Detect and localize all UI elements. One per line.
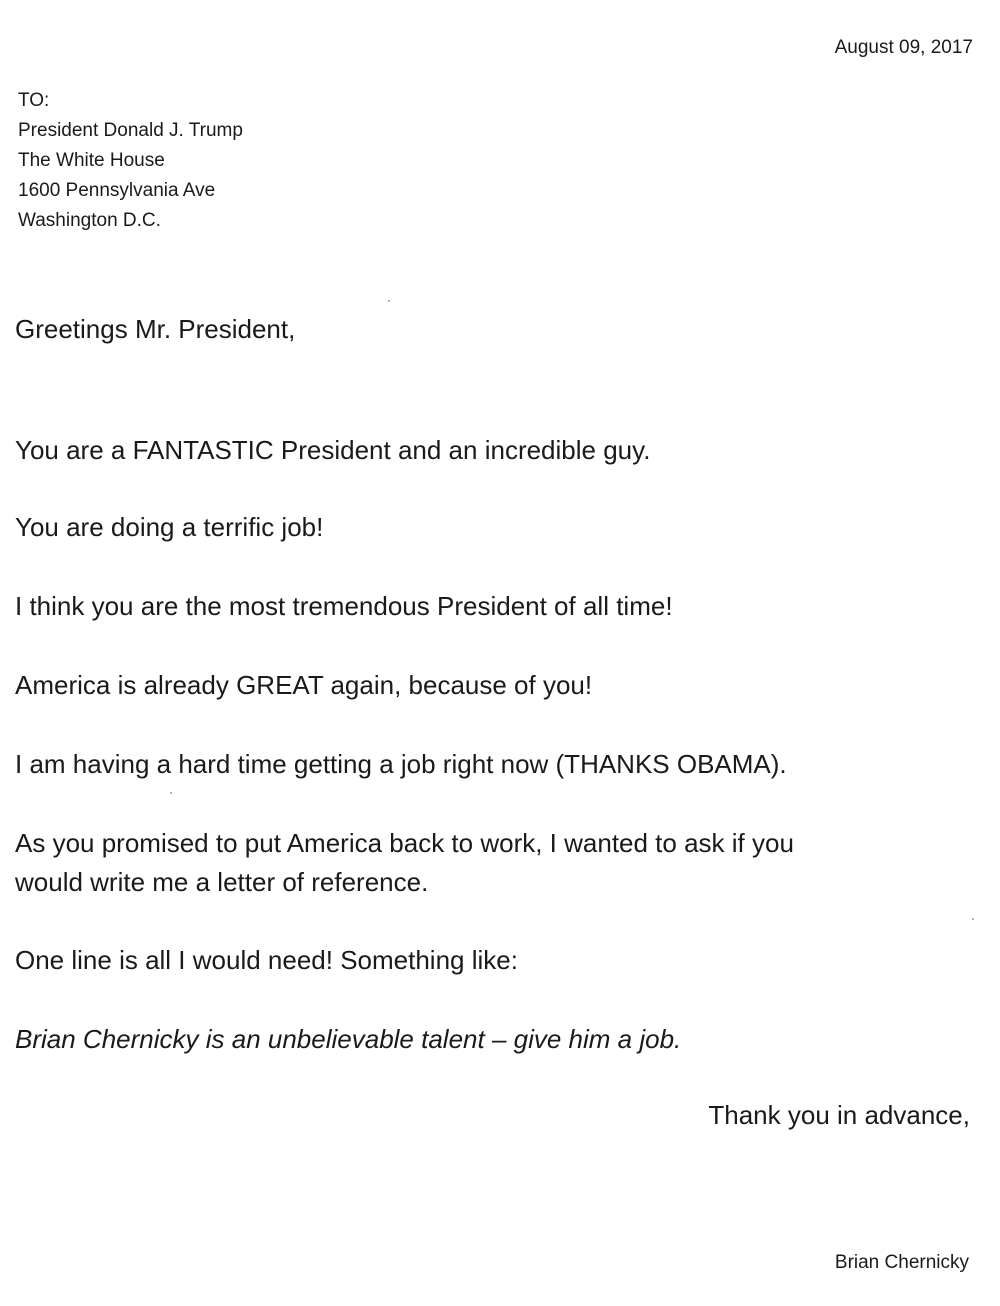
paragraph-tremendous: I think you are the most tremendous President of all time!	[15, 591, 673, 621]
paragraph-terrific-job: You are doing a terrific job!	[15, 512, 324, 542]
paragraph-suggested-reference: Brian Chernicky is an unbelievable talent – give him a job.	[15, 1024, 682, 1054]
to-label: TO:	[18, 90, 50, 111]
paragraph-great-again: America is already GREAT again, because of you!	[15, 670, 593, 700]
paragraph-reference-request	[15, 824, 794, 902]
salutation: Greetings Mr. President,	[15, 314, 296, 344]
closing: Thank you in advance,	[708, 1100, 970, 1130]
signature-name: Brian Chernicky	[834, 1252, 969, 1273]
paragraph-one-line: One line is all I would need! Something like:	[15, 945, 518, 975]
recipient-city: Washington D.C.	[18, 210, 161, 231]
scan-speck	[170, 792, 172, 794]
recipient-address	[18, 86, 243, 236]
letter-date: August 09, 2017	[834, 37, 973, 58]
scan-speck	[388, 300, 390, 302]
recipient-street: 1600 Pennsylvania Ave	[18, 180, 216, 201]
paragraph-hard-time: I am having a hard time getting a job right now (THANKS OBAMA).	[15, 749, 787, 779]
paragraph-reference-line-1: As you promised to put America back to work, I wanted to ask if you	[15, 828, 794, 858]
paragraph-fantastic: You are a FANTASTIC President and an incredible guy.	[15, 435, 651, 465]
paragraph-reference-line-2: would write me a letter of reference.	[15, 867, 429, 897]
recipient-organization: The White House	[18, 150, 165, 171]
recipient-name: President Donald J. Trump	[18, 120, 243, 141]
scan-speck	[972, 918, 974, 920]
